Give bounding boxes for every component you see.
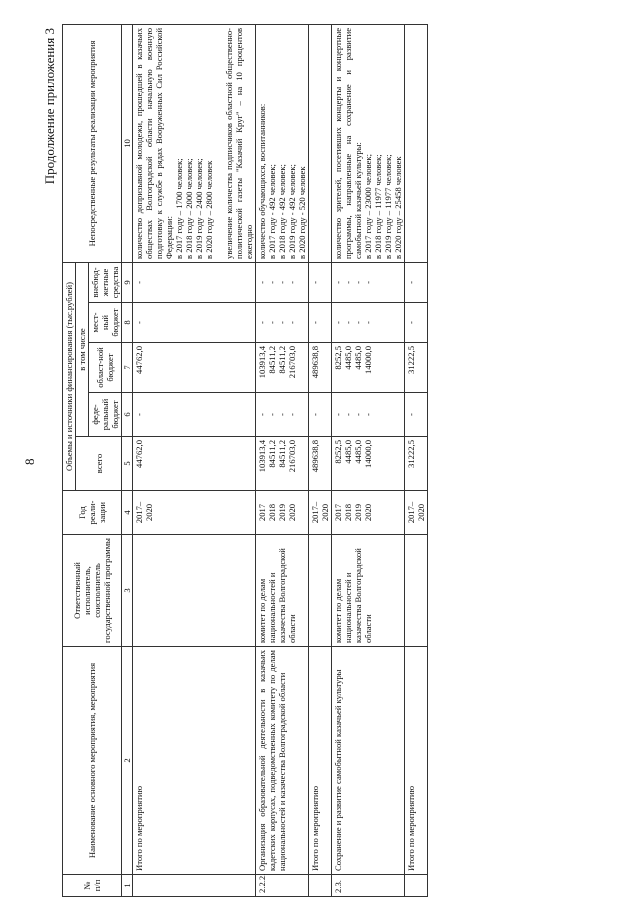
row-number: 2.2.2. xyxy=(256,875,309,897)
header-local: мест-ный бюджет xyxy=(89,303,122,343)
local-values: - - - - xyxy=(332,303,405,343)
header-executor: Ответственный исполнитель, соисполнитель государственной программы xyxy=(63,535,122,647)
total-values: 103913,4 84511,2 84511,2 216703,0 xyxy=(256,437,309,491)
result-text: количество зрителей, посетивших концерты и концертные программы, направленные на сохранение и развитие самобытной казачьей культуры: в 2017 году – 23000 человек; в 2018 году – 11977 человек; в 2019 году – 11977 человек; в 2020 году – 25458 человек xyxy=(332,24,405,262)
total-label: Итого по мероприятию xyxy=(309,647,332,875)
col-index-cell: 2 xyxy=(122,647,133,875)
funding-table xyxy=(62,24,428,897)
total-extra: - xyxy=(405,262,428,302)
header-year: Год реали-зации xyxy=(63,491,122,535)
col-index-cell: 1 xyxy=(122,875,133,897)
table-row xyxy=(133,24,256,896)
header-name: Наименование основного мероприятия, мероприятия xyxy=(63,647,122,875)
header-no: № п/п xyxy=(63,875,122,897)
page-number: 8 xyxy=(22,458,37,465)
total-regional: 31222,5 xyxy=(405,343,428,393)
total-federal: - xyxy=(133,393,256,437)
col-index-cell: 3 xyxy=(122,535,133,647)
column-index-row xyxy=(122,24,133,896)
regional-values: 103913,4 84511,2 84511,2 216703,0 xyxy=(256,343,309,393)
col-index-cell: 4 xyxy=(122,491,133,535)
col-index-cell: 10 xyxy=(122,24,133,262)
measure-name: Организация образовательной деятельности в казачьих кадетских корпусах, подведомственных комитету по делам национальностей и казачества Волгоградской области xyxy=(256,647,309,875)
total-sum: 489638,8 xyxy=(309,437,332,491)
total-year: 2017–2020 xyxy=(133,491,256,535)
col-index-cell: 8 xyxy=(122,303,133,343)
header-extra: внебюд-жетные средства xyxy=(89,262,122,302)
header-row-1 xyxy=(63,24,76,896)
total-label: Итого по мероприятию xyxy=(133,647,256,875)
federal-values: - - - - xyxy=(332,393,405,437)
header-federal: феде-ральный бюджет xyxy=(89,393,122,437)
col-index-cell: 9 xyxy=(122,262,133,302)
result-text: количество допризывной молодежи, прошедшей в казачьих обществах Волгоградской области начальную военную подготовку к службе в рядах Вооруженных Сил Российской Федерации: в 2017 году – 1700 человек; в 2018 году – 2000 человек; в 2019 году – 2400 человек; в 2020 году – 2800 человек увеличение количества подписчиков областной общественно-политической газеты "Казачий Круг" – на 10 процентов ежегодно xyxy=(133,24,256,262)
result-text: количество обучающихся, воспитанников: в 2017 году - 492 человек; в 2018 году - 492 человек; в 2019 году - 492 человек; в 2020 году - 520 человек xyxy=(256,24,309,262)
measure-name: Сохранение и развитие самобытной казачьей культуры xyxy=(332,647,405,875)
total-year: 2017–2020 xyxy=(405,491,428,535)
total-federal: - xyxy=(309,393,332,437)
table-row xyxy=(309,24,332,896)
total-values: 8252,5 4485,0 4485,0 14000,0 xyxy=(332,437,405,491)
years-cell: 2017 2018 2019 2020 xyxy=(332,491,405,535)
total-year: 2017–2020 xyxy=(309,491,332,535)
total-extra: - xyxy=(133,262,256,302)
executor-cell: комитет по делам национальностей и казачества Волгоградской области xyxy=(332,535,405,647)
col-index-cell: 7 xyxy=(122,343,133,393)
regional-values: 8252,5 4485,0 4485,0 14000,0 xyxy=(332,343,405,393)
col-index-cell: 5 xyxy=(122,437,133,491)
executor-cell: комитет по делам национальностей и казачества Волгоградской области xyxy=(256,535,309,647)
header-results: Непосредственные результаты реализации мероприятия xyxy=(63,24,122,262)
total-local: - xyxy=(309,303,332,343)
total-regional: 489638,8 xyxy=(309,343,332,393)
continuation-caption: Продолжение приложения 3 xyxy=(42,28,57,185)
total-sum: 44762,0 xyxy=(133,437,256,491)
table-row xyxy=(256,24,309,896)
extra-values: - - - - xyxy=(332,262,405,302)
total-extra: - xyxy=(309,262,332,302)
header-total: всего xyxy=(76,437,122,491)
total-federal: - xyxy=(405,393,428,437)
local-values: - - - - xyxy=(256,303,309,343)
header-funding: Объемы и источники финансирования (тыс.рублей) xyxy=(63,262,76,490)
total-local: - xyxy=(133,303,256,343)
col-index-cell: 6 xyxy=(122,393,133,437)
total-sum: 31222,5 xyxy=(405,437,428,491)
extra-values: - - - - xyxy=(256,262,309,302)
total-label: Итого по мероприятию xyxy=(405,647,428,875)
table-row xyxy=(332,24,405,896)
row-number: 2.3. xyxy=(332,875,405,897)
header-regional: област-ной бюджет xyxy=(89,343,122,393)
years-cell: 2017 2018 2019 2020 xyxy=(256,491,309,535)
federal-values: - - - - xyxy=(256,393,309,437)
table-row xyxy=(405,24,428,896)
header-incl: в том числе xyxy=(76,262,89,436)
total-local: - xyxy=(405,303,428,343)
total-regional: 44762,0 xyxy=(133,343,256,393)
